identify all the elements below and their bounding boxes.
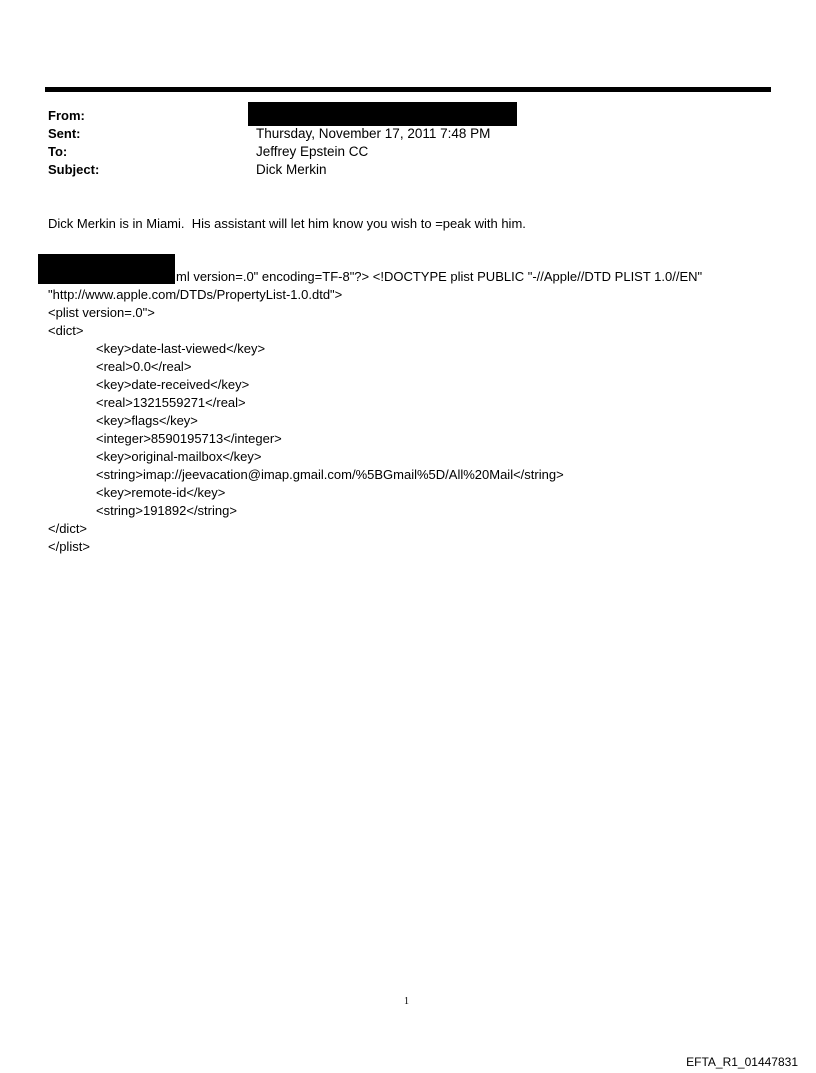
- plist-line: <key>date-last-viewed</key>: [96, 341, 266, 356]
- to-value: Jeffrey Epstein CC: [256, 144, 369, 159]
- plist-line: <string>imap://jeevacation@imap.gmail.com/%5BGmail%5D/All%20Mail</string>: [96, 467, 564, 482]
- plist-line: </dict>: [48, 521, 88, 536]
- plist-line: <real>0.0</real>: [96, 359, 192, 374]
- plist-line: <key>date-received</key>: [96, 377, 250, 392]
- header-rule: [45, 87, 771, 92]
- plist-line: <plist version=.0">: [48, 305, 155, 320]
- plist-line: <key>original-mailbox</key>: [96, 449, 262, 464]
- message-text: Dick Merkin is in Miami. His assistant will let him know you wish to =peak with him.: [48, 216, 526, 231]
- body-redaction: [38, 254, 175, 284]
- plist-line: <dict>: [48, 323, 84, 338]
- plist-line: ml version=.0" encoding=TF-8"?> <!DOCTYPE plist PUBLIC "-//Apple//DTD PLIST 1.0//EN": [176, 269, 703, 284]
- sent-value: Thursday, November 17, 2011 7:48 PM: [256, 126, 491, 141]
- subject-label: Subject:: [48, 162, 100, 177]
- sent-label: Sent:: [48, 126, 81, 141]
- page-number: 1: [404, 996, 409, 1007]
- plist-line: <string>191892</string>: [96, 503, 237, 518]
- plist-line: <integer>8590195713</integer>: [96, 431, 282, 446]
- subject-value: Dick Merkin: [256, 162, 327, 177]
- to-label: To:: [48, 144, 68, 159]
- plist-line: "http://www.apple.com/DTDs/PropertyList-1.0.dtd">: [48, 287, 343, 302]
- plist-line: <real>1321559271</real>: [96, 395, 246, 410]
- plist-line: <key>remote-id</key>: [96, 485, 226, 500]
- bates-number: EFTA_R1_01447831: [686, 1055, 798, 1069]
- from-label: From:: [48, 108, 85, 123]
- plist-line: <key>flags</key>: [96, 413, 198, 428]
- from-redaction: [248, 102, 517, 126]
- plist-line: </plist>: [48, 539, 90, 554]
